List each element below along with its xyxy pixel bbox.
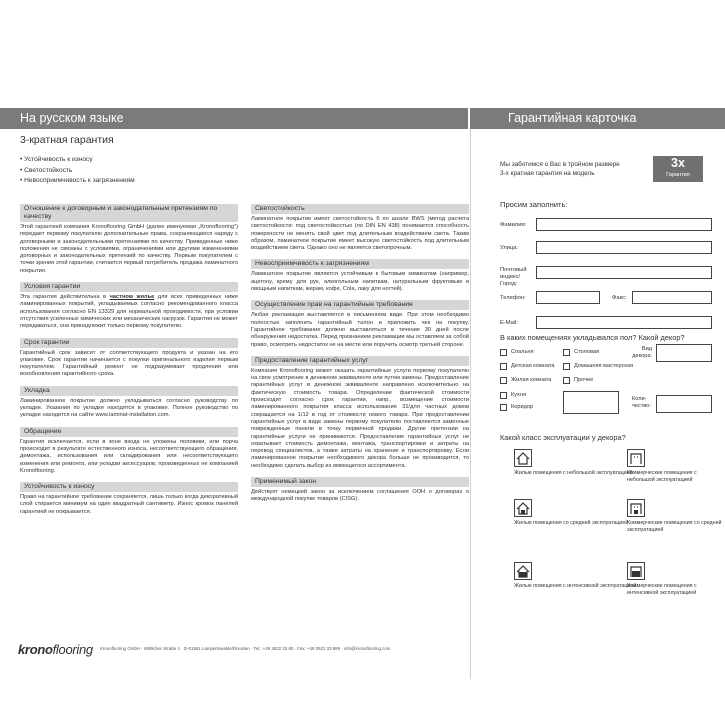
checkbox-workshop[interactable]	[563, 363, 570, 370]
corridor-label: Коридор	[511, 404, 534, 410]
section-claim-rights	[251, 300, 469, 348]
section-title: Обращение	[20, 427, 238, 437]
other-input[interactable]	[563, 391, 619, 414]
brand-logo: kronoflooring	[18, 642, 93, 657]
class-question: Какой класс эксплуатации у декора?	[500, 433, 626, 442]
class-label: Жилые помещения с интенсивной эксплуатацией	[514, 583, 637, 589]
street-label: Улица:	[500, 245, 519, 251]
left-header: На русском языке	[0, 108, 468, 129]
class-label: Коммерческие помещения с небольшой эксплуатацией	[627, 470, 697, 483]
workshop-label: Домашняя мастерская	[574, 363, 634, 369]
section-title: Укладка	[20, 386, 238, 396]
section-text: Гарантийный срок зависит от соответствующего продукта и указан на его упаковке. Срок гарантии начинается с покупки оригинального изделия первым покупателем. Гарантийный ремонт не подразумевает продления или возобновления гарантийного срока.	[20, 349, 238, 378]
section-installation	[20, 386, 238, 420]
class-label: Коммерческие помещения с интенсивной эксплуатацией	[627, 583, 697, 596]
bullet-item: • Устойчивость к износу	[20, 156, 93, 163]
residential-low-use-option[interactable]	[514, 449, 532, 467]
section-title: Осуществление прав на гарантийные требования	[251, 300, 469, 310]
rooms-question: В каких помещениях укладывался пол? Какой декор?	[500, 333, 685, 342]
warranty-intro: Мы заботимся о Вас в тройном размере 3-х кратная гарантия на модель	[500, 161, 620, 177]
section-handling	[20, 427, 238, 475]
section-title: Светостойкость	[251, 204, 469, 214]
section-text: Ламинатное покрытие имеет светостойкость 6 по шкале BWS (метод расчета светостойкости: под светостойкостью (по DIN EN 438) понимается способность поверхности не менять свой цвет под длительным воздействием света. Таким образом, ламинатное покрытие имеет высокую светостойкость под длительным воздействием света. Однако оно не является светопрочным.	[251, 216, 469, 252]
house-high-use-icon	[515, 563, 531, 579]
section-text: Любая рекламация выставляется в письменном виде. При этом необходимо полностью заполнить гарантийный талон и приложить чек на покупку. Гарантийное требование должно выставляться в течение 30 дней после обнаружения недостатка. Перед признанием рекламации мы оставляем за собой право, осмотреть недостаток не на месте или поручить осмотр третьей стороне.	[251, 312, 469, 348]
section-text: Действует немецкий закон за исключением соглашения ООН о договорах о международной покупке товаров (CISG).	[251, 489, 469, 503]
section-wear-resistance	[20, 482, 238, 516]
email-label: E-Mail:	[500, 320, 519, 326]
kitchen-label: Кухня	[511, 392, 526, 398]
section-text: Гарантия исключается, если в зоне входа не уложены половики, или порча происходит в результате естественного износа, несоответствующего обращения, демонтажа, использования или складирования или несоответствующего изменения или ремонта, или укладки аксессуаров, произведенных не компанией Kronoflooring.	[20, 438, 238, 474]
fax-input[interactable]	[632, 291, 712, 304]
footer-contact: Kronoflooring GmbH · Wittlicher Straße 1 · D-01561 Lampertswalde/Dresden · Tel.: +49 3522 33 80 · Fax: +49 3522 33 899 · info@kronoflooring.com	[100, 646, 391, 651]
surname-label: Фамилия:	[500, 222, 527, 228]
checkbox-nursery[interactable]	[500, 363, 507, 370]
column-divider	[470, 129, 471, 679]
class-label: Жилые помещения с небольшой эксплуатацией	[514, 470, 633, 476]
right-header: Гарантийная карточка	[470, 108, 725, 129]
bedroom-label: Спальня	[511, 349, 534, 355]
bullet-item: • Светостойкость	[20, 166, 73, 174]
building-medium-use-icon	[628, 500, 644, 516]
building-low-use-icon	[628, 450, 644, 466]
checkbox-dining[interactable]	[563, 349, 570, 356]
dining-label: Столовая	[574, 349, 600, 355]
class-label: Коммерческие помещения со средней эксплуатацией	[627, 520, 722, 533]
section-light-fastness	[251, 204, 469, 252]
section-title: Применимый закон	[251, 477, 469, 487]
residential-medium-use-option[interactable]	[514, 499, 532, 517]
text-column-1	[20, 204, 238, 523]
section-title: Срок гарантии	[20, 338, 238, 348]
section-title: Невосприимчивость к загрязнениям	[251, 259, 469, 269]
section-applicable-law	[251, 477, 469, 504]
commercial-high-use-option[interactable]	[627, 562, 645, 580]
bullet-item: • Невосприимчивость к загрязнениям	[20, 177, 135, 184]
other-label: Прочее	[574, 377, 594, 383]
section-text: Ламинированное покрытие должно укладываться согласно руководству по укладке. Указания по укладке находятся в упаковке. Полное руководство по укладке находится на сайте www.laminat-installation.com.	[20, 397, 238, 419]
quantity-label: Коли- чество:	[632, 396, 651, 409]
nursery-label: Детская комната	[511, 363, 555, 369]
section-warranty-term	[20, 338, 238, 379]
section-title: Отношение к договорным и законодательным претензиям по качеству	[20, 204, 238, 222]
section-text: Ламинатное покрытие является устойчивым к бытовым химикатам (например, ацетону, крему для рук, алкогольным напиткам, натуральным фруктовым и овощным напиткам, жирам, кофе, Cola, лаку для ногтей).	[251, 271, 469, 293]
house-medium-use-icon	[515, 500, 531, 516]
phone-input[interactable]	[536, 291, 600, 304]
postal-city-label: Почтовый индекс/ Город:	[500, 267, 527, 287]
section-text: Компания Kronoflooring может оказать гарантийные услуги первому покупателю на свое усмотрение в денежном эквиваленте или путем замены. Предоставление гарантийных услуг в денежном эквиваленте направлено исключительно на фактическую стоимость товара. Определение фактической стоимости происходит согласно срок гарантии, напр., возмещение стоимости ламинированного покрытия класса использования 31/для частных домов сокращается на 1/12 в год от стоимости нового товара. При предоставлении гарантийных услуг в виде замены первому покупателю поставляются заменные поврежденные панели в точку первичной продажи. Другие претензии на гарантийные услуги не принимаются. Предоставление гарантийных услуг не охватывает стоимость демонтажа, монтажа, транспортировки и затраты на перевод специалистов, а также затраты на хранение и транспортировку. Если ламинированное покрытие необходимого декора больше не производится, то необходимо сделать выбор из имеющегося ассортимента.	[251, 367, 469, 469]
feature-bullets	[20, 155, 135, 187]
please-fill-heading: Просим заполнить:	[500, 200, 568, 209]
section-text: Право на гарантийное требование сохраняется, лишь только когда декоративный слой стирается минимум на один квадратный сантиметр. Износ кромок панелей гарантией не покрывается.	[20, 494, 238, 515]
street-input[interactable]	[536, 241, 712, 254]
checkbox-other[interactable]	[563, 377, 570, 384]
living-label: Жилая комната	[511, 377, 552, 383]
section-warranty-conditions	[20, 282, 238, 330]
section-title: Условия гарантии	[20, 282, 238, 292]
section-warranty-services	[251, 356, 469, 470]
house-low-use-icon	[515, 450, 531, 466]
decor-label: Вид декора:	[632, 346, 652, 359]
commercial-medium-use-option[interactable]	[627, 499, 645, 517]
surname-input[interactable]	[536, 218, 712, 231]
class-label: Жилые помещения со средней эксплуатацией	[514, 520, 629, 526]
section-title: Устойчивость к износу	[20, 482, 238, 492]
section-stain-resistance	[251, 259, 469, 293]
left-subtitle: 3-кратная гарантия	[20, 134, 114, 146]
section-text: Этой гарантией компания Kronoflooring GmbH (далее именуемая „Kronoflooring") передает первому покупателю дополнительные права, сохраняющиеся наряду с договорными и законодательными претензиями по качеству. Приведенные ниже положения не связаны с условиями, ограничениями или другими изменениями договорных и законодательных претензий по качеству. Первым покупателем с точки зрения этой гарантии, считается первый потребитель продажа ламинатного покрытия.	[20, 224, 238, 274]
commercial-low-use-option[interactable]	[627, 449, 645, 467]
residential-high-use-option[interactable]	[514, 562, 532, 580]
section-title: Предоставление гарантийных услуг	[251, 356, 469, 366]
checkbox-living[interactable]	[500, 377, 507, 384]
email-input[interactable]	[536, 316, 712, 329]
postal-city-input[interactable]	[536, 266, 712, 279]
checkbox-kitchen[interactable]	[500, 392, 507, 399]
warranty-badge: 3x Гарантия	[653, 156, 703, 182]
fax-label: Факс:	[612, 295, 627, 301]
section-text: Эта гарантия действительна в частном жилье для всех приведенных ниже ламинированных покрытий, укладываемых согласно рекомендованного класса использования согласно EN 13329 для нормальной проходимости, при условии отсутствия усиленных химических или механических нагрузок. Гарантия не может передаваться, она принадлежит только первому покупателю.	[20, 294, 238, 330]
phone-label: Телефон:	[500, 295, 526, 301]
decor-input[interactable]	[656, 344, 712, 362]
text-column-2	[251, 204, 469, 511]
quantity-input[interactable]	[656, 395, 712, 413]
checkbox-corridor[interactable]	[500, 404, 507, 411]
building-high-use-icon	[628, 563, 644, 579]
section-contract-claims	[20, 204, 238, 275]
checkbox-bedroom[interactable]	[500, 349, 507, 356]
